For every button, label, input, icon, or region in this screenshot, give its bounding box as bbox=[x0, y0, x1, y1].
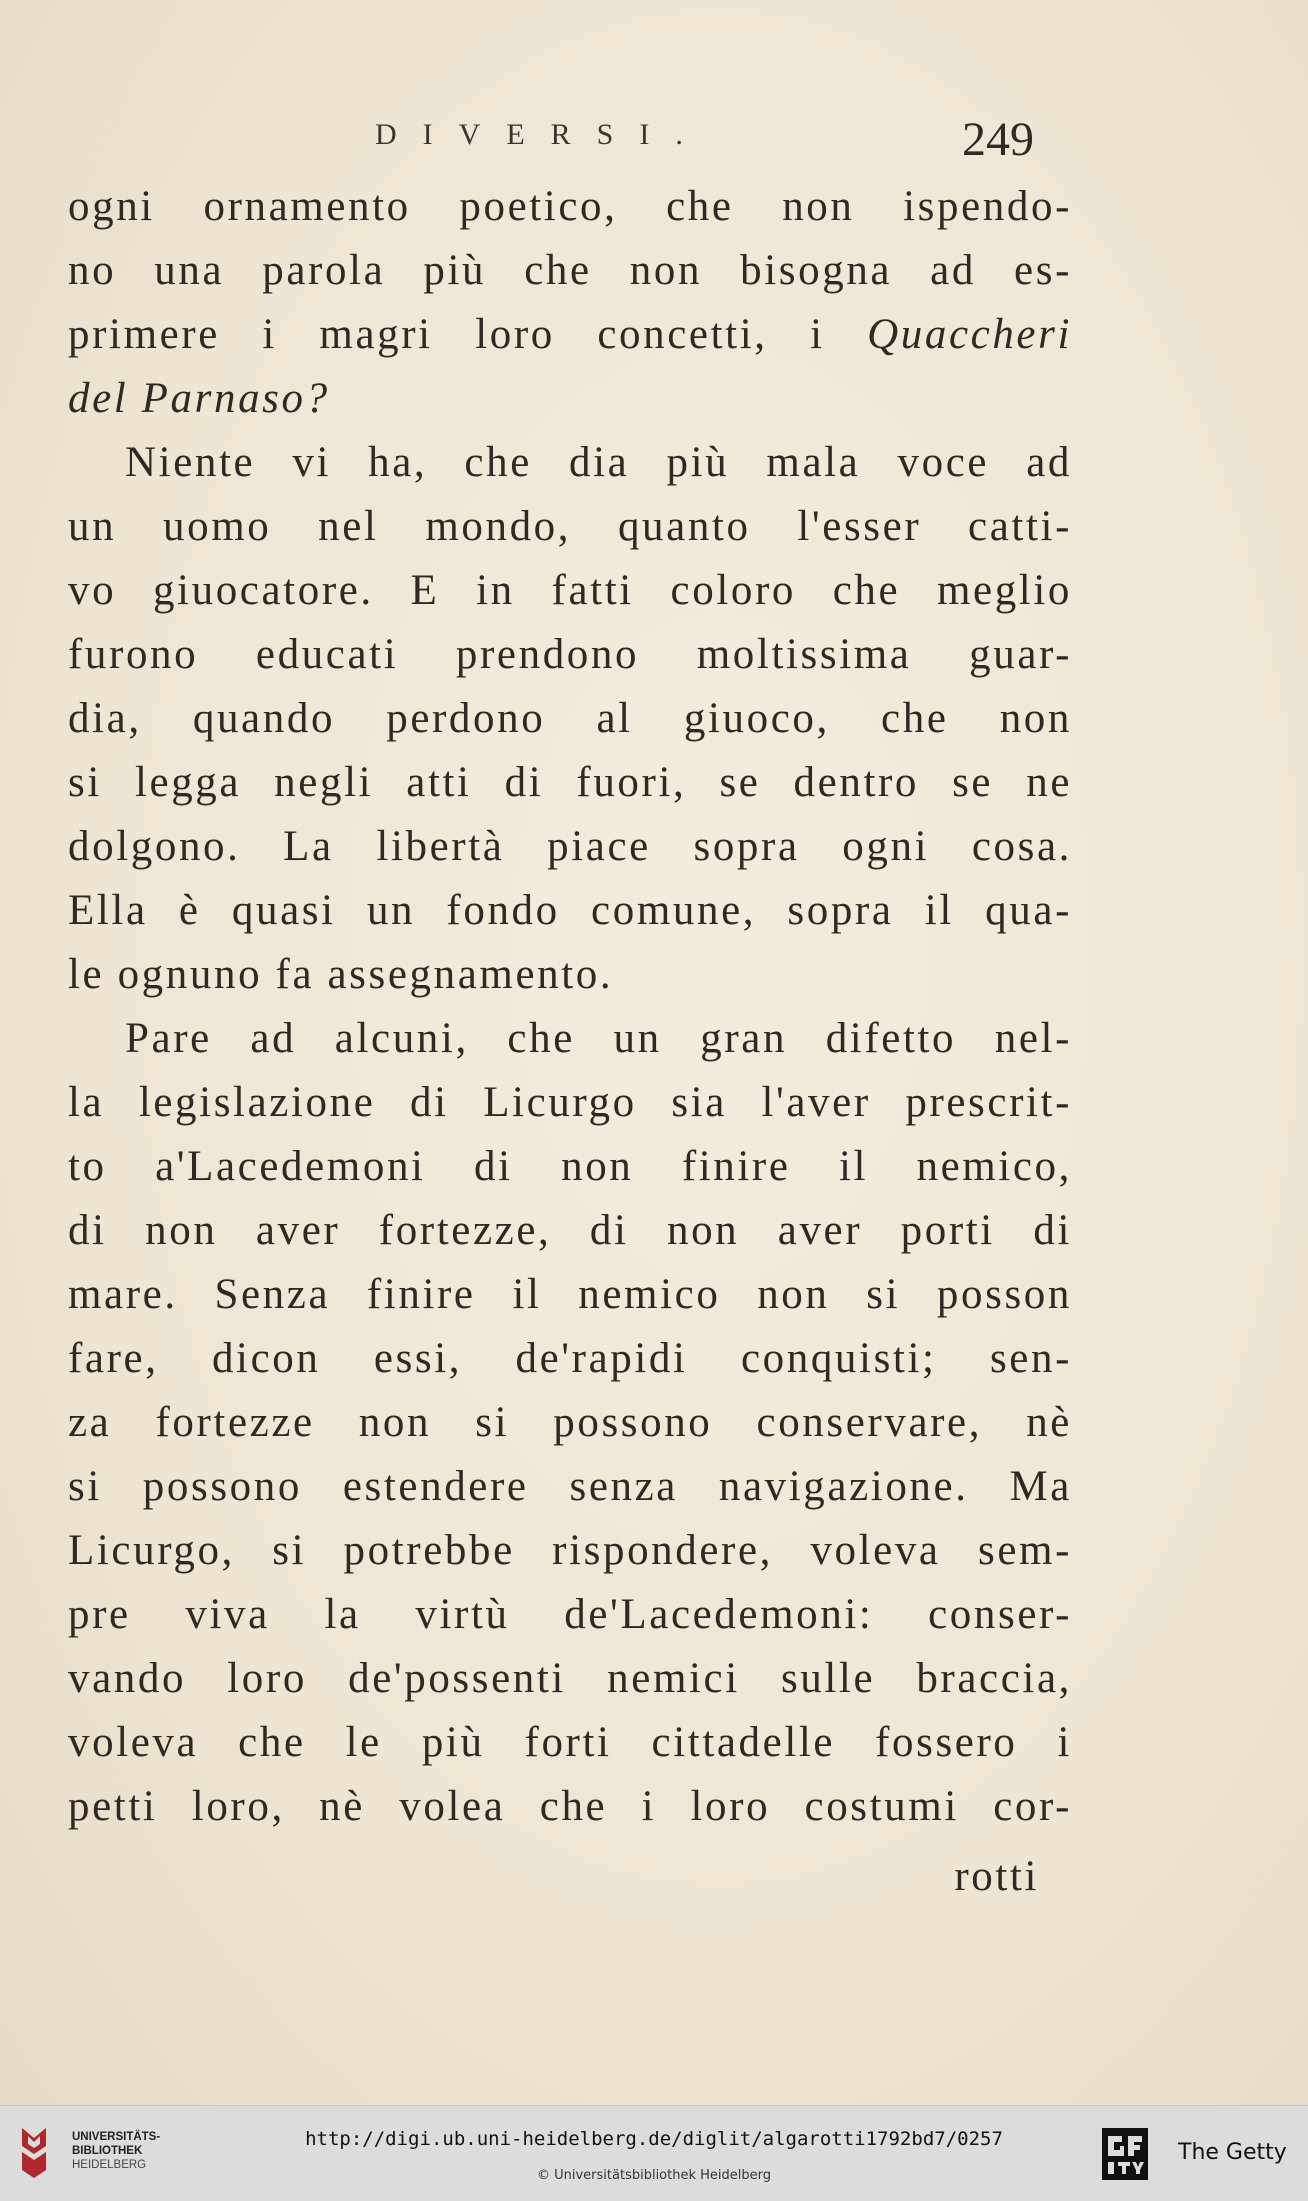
text-line: ogni ornamento poetico, che non ispendo- bbox=[68, 183, 1072, 230]
text-line: vo giuocatore. E in fatti coloro che meglio bbox=[68, 567, 1072, 614]
text-line: mare. Senza finire il nemico non si posson bbox=[68, 1271, 1072, 1318]
text-line: si possono estendere senza navigazione. Ma bbox=[68, 1463, 1072, 1510]
text-line: za fortezze non si possono conservare, nè bbox=[68, 1399, 1072, 1446]
copyright-notice: © Universitätsbibliothek Heidelberg bbox=[536, 2168, 771, 2183]
permalink-url[interactable]: http://digi.ub.uni-heidelberg.de/diglit/algarotti1792bd7/0257 bbox=[305, 2128, 1003, 2150]
text-line: voleva che le più forti cittadelle fossero i bbox=[68, 1719, 1072, 1766]
institution-line: HEIDELBERG bbox=[72, 2159, 147, 2171]
catchword: rotti bbox=[954, 1853, 1039, 1900]
text-line: dolgono. La libertà piace sopra ogni cosa. bbox=[68, 823, 1072, 870]
text-line: dia, quando perdono al giuoco, che non bbox=[68, 695, 1072, 742]
paragraph-start-line: Niente vi ha, che dia più mala voce ad bbox=[125, 439, 1072, 486]
text-line: to a'Lacedemoni di non finire il nemico, bbox=[68, 1143, 1072, 1190]
text-line: no una parola più che non bisogna ad es- bbox=[68, 247, 1072, 294]
text-line: vando loro de'possenti nemici sulle braccia, bbox=[68, 1655, 1072, 1702]
running-head: DIVERSI. bbox=[375, 118, 709, 151]
institution-line: BIBLIOTHEK bbox=[72, 2145, 143, 2157]
text-line: del Parnaso? bbox=[68, 375, 330, 422]
text-line: un uomo nel mondo, quanto l'esser catti- bbox=[68, 503, 1072, 550]
text-line: si legga negli atti di fuori, se dentro se ne bbox=[68, 759, 1072, 806]
getty-logo-icon[interactable] bbox=[1100, 2126, 1150, 2182]
text-line: fare, dicon essi, de'rapidi conquisti; sen- bbox=[68, 1335, 1072, 1382]
institution-line: UNIVERSITÄTS- bbox=[72, 2131, 161, 2143]
text-line: di non aver fortezze, di non aver porti di bbox=[68, 1207, 1072, 1254]
text-line: la legislazione di Licurgo sia l'aver prescrit- bbox=[68, 1079, 1072, 1126]
viewer-footer bbox=[0, 2105, 1308, 2201]
page-number: 249 bbox=[962, 113, 1034, 166]
text-line: primere i magri loro concetti, i Quaccheri bbox=[68, 311, 1072, 358]
text-line: petti loro, nè volea che i loro costumi cor- bbox=[68, 1783, 1072, 1830]
text-line: Ella è quasi un fondo comune, sopra il qua- bbox=[68, 887, 1072, 934]
text-line: furono educati prendono moltissima guar- bbox=[68, 631, 1072, 678]
text-line: le ognuno fa assegnamento. bbox=[68, 951, 614, 998]
paragraph-start-line: Pare ad alcuni, che un gran difetto nel- bbox=[125, 1015, 1072, 1062]
text-line: Licurgo, si potrebbe rispondere, voleva sem- bbox=[68, 1527, 1072, 1574]
getty-name: The Getty bbox=[1178, 2140, 1287, 2165]
text-line: pre viva la virtù de'Lacedemoni: conser- bbox=[68, 1591, 1072, 1638]
body-text bbox=[68, 175, 1072, 1909]
